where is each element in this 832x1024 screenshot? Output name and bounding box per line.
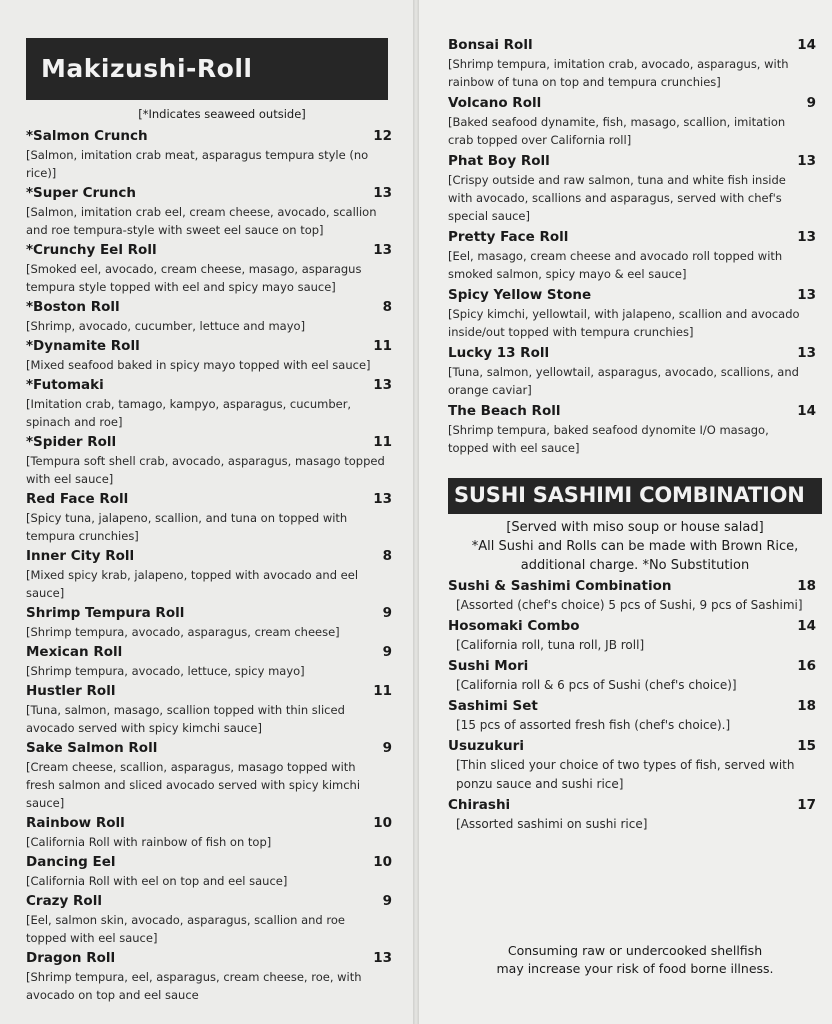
item-price: 14 bbox=[797, 618, 816, 634]
item-price: 13 bbox=[373, 491, 392, 507]
item-description: [Thin sliced your choice of two types of fish, served with ponzu sauce and sushi rice] bbox=[456, 758, 795, 791]
item-name: Shrimp Tempura Roll bbox=[26, 605, 185, 621]
combination-title: SUSHI SASHIMI COMBINATION bbox=[448, 478, 822, 514]
menu-item bbox=[26, 126, 392, 182]
item-description: [California roll, tuna roll, JB roll] bbox=[456, 638, 645, 652]
item-description: [California roll & 6 pcs of Sushi (chef's choice)] bbox=[456, 678, 737, 692]
item-name: Phat Boy Roll bbox=[448, 153, 550, 169]
item-price: 9 bbox=[806, 95, 816, 111]
item-price: 13 bbox=[797, 153, 816, 169]
makizushi-title: Makizushi-Roll bbox=[26, 38, 388, 100]
health-disclaimer bbox=[448, 942, 822, 978]
item-description: [Cream cheese, scallion, asparagus, masago topped with fresh salmon and sliced avocado served with spicy kimchi sauce] bbox=[26, 760, 361, 810]
item-description: [Shrimp tempura, eel, asparagus, cream cheese, roe, with avocado on top and eel sauce bbox=[26, 970, 362, 1002]
intro-line: additional charge. *No Substitution bbox=[520, 558, 750, 573]
menu-item bbox=[26, 603, 392, 641]
item-description: [California Roll with rainbow of fish on top] bbox=[26, 835, 272, 849]
item-description: [Shrimp tempura, imitation crab, avocado, asparagus, with rainbow of tuna on top and tempura crunchies] bbox=[448, 57, 789, 89]
combo-item bbox=[448, 795, 816, 834]
menu-item bbox=[448, 285, 816, 341]
item-description: [Spicy tuna, jalapeno, scallion, and tuna on topped with tempura crunchies] bbox=[26, 511, 348, 543]
item-description: [Tuna, salmon, yellowtail, asparagus, avocado, scallions, and orange caviar] bbox=[448, 365, 799, 397]
item-description: [Shrimp tempura, avocado, asparagus, cream cheese] bbox=[26, 625, 340, 639]
item-price: 16 bbox=[797, 658, 816, 674]
item-name: *Spider Roll bbox=[26, 434, 117, 450]
combination-list bbox=[448, 576, 816, 835]
item-name: Sashimi Set bbox=[448, 698, 538, 714]
item-name: Hustler Roll bbox=[26, 683, 116, 699]
item-description: [Shrimp tempura, baked seafood dynomite I/O masago, topped with eel sauce] bbox=[448, 423, 769, 455]
menu-item bbox=[448, 35, 816, 91]
menu-item bbox=[26, 183, 392, 239]
item-description: [Tuna, salmon, masago, scallion topped with thin sliced avocado served with spicy kimchi sauce] bbox=[26, 703, 345, 735]
menu-item bbox=[26, 642, 392, 680]
item-name: The Beach Roll bbox=[448, 403, 561, 419]
menu-item bbox=[26, 240, 392, 296]
item-description: [Salmon, imitation crab meat, asparagus tempura style (no rice)] bbox=[26, 148, 369, 180]
item-price: 11 bbox=[373, 434, 392, 450]
item-price: 14 bbox=[797, 403, 816, 419]
menu-item bbox=[26, 489, 392, 545]
item-name: Sake Salmon Roll bbox=[26, 740, 158, 756]
item-description: [Eel, masago, cream cheese and avocado roll topped with smoked salmon, spicy mayo & eel sauce] bbox=[448, 249, 783, 281]
item-name: Mexican Roll bbox=[26, 644, 123, 660]
item-name: Red Face Roll bbox=[26, 491, 129, 507]
item-price: 11 bbox=[373, 683, 392, 699]
item-description: [Assorted sashimi on sushi rice] bbox=[456, 817, 648, 831]
intro-line: *All Sushi and Rolls can be made with Brown Rice, bbox=[471, 539, 799, 554]
menu-item bbox=[26, 546, 392, 602]
item-price: 13 bbox=[373, 377, 392, 393]
item-price: 13 bbox=[373, 950, 392, 966]
item-name: Dragon Roll bbox=[26, 950, 116, 966]
item-price: 8 bbox=[382, 299, 392, 315]
item-name: Dancing Eel bbox=[26, 854, 116, 870]
item-price: 13 bbox=[797, 287, 816, 303]
item-description: [Assorted (chef's choice) 5 pcs of Sushi, 9 pcs of Sashimi] bbox=[456, 598, 803, 612]
menu-item bbox=[26, 297, 392, 335]
item-description: [California Roll with eel on top and eel sauce] bbox=[26, 874, 288, 888]
item-name: Bonsai Roll bbox=[448, 37, 533, 53]
item-name: Usuzukuri bbox=[448, 738, 524, 754]
item-description: [Shrimp tempura, avocado, lettuce, spicy mayo] bbox=[26, 664, 305, 678]
menu-item bbox=[448, 93, 816, 149]
item-name: *Boston Roll bbox=[26, 299, 120, 315]
item-name: Crazy Roll bbox=[26, 893, 102, 909]
item-description: [Mixed seafood baked in spicy mayo topped with eel sauce] bbox=[26, 358, 371, 372]
item-price: 10 bbox=[373, 854, 392, 870]
item-description: [Spicy kimchi, yellowtail, with jalapeno, scallion and avocado inside/out topped with tempura crunchies] bbox=[448, 307, 800, 339]
menu-item bbox=[26, 336, 392, 374]
item-description: [Eel, salmon skin, avocado, asparagus, scallion and roe topped with eel sauce] bbox=[26, 913, 345, 945]
menu-item bbox=[26, 432, 392, 488]
menu-item bbox=[26, 375, 392, 431]
intro-line: [Served with miso soup or house salad] bbox=[506, 520, 764, 535]
combo-item bbox=[448, 656, 816, 695]
item-price: 13 bbox=[373, 185, 392, 201]
item-price: 9 bbox=[382, 644, 392, 660]
item-description: [Tempura soft shell crab, avocado, asparagus, masago topped with eel sauce] bbox=[26, 454, 385, 486]
item-price: 9 bbox=[382, 605, 392, 621]
item-name: Inner City Roll bbox=[26, 548, 135, 564]
menu-item bbox=[26, 948, 392, 1004]
item-name: *Super Crunch bbox=[26, 185, 136, 201]
item-price: 18 bbox=[797, 578, 816, 594]
item-description: [Shrimp, avocado, cucumber, lettuce and mayo] bbox=[26, 319, 306, 333]
menu-item bbox=[448, 227, 816, 283]
disclaimer-line: Consuming raw or undercooked shellfish bbox=[507, 943, 763, 958]
item-description: [Crispy outside and raw salmon, tuna and white fish inside with avocado, scallions and asparagus, served with chef's special sauce] bbox=[448, 173, 786, 223]
item-description: [Baked seafood dynamite, fish, masago, scallion, imitation crab topped over California roll] bbox=[448, 115, 786, 147]
item-name: *Crunchy Eel Roll bbox=[26, 242, 157, 258]
menu-item bbox=[26, 813, 392, 851]
disclaimer-line: may increase your risk of food borne illness. bbox=[496, 961, 774, 976]
specialty-roll-list bbox=[448, 35, 816, 459]
item-name: Sushi Mori bbox=[448, 658, 529, 674]
combo-item bbox=[448, 616, 816, 655]
item-price: 13 bbox=[797, 345, 816, 361]
item-price: 12 bbox=[373, 128, 392, 144]
item-price: 9 bbox=[382, 740, 392, 756]
item-description: [Imitation crab, tamago, kampyo, asparagus, cucumber, spinach and roe] bbox=[26, 397, 352, 429]
item-description: [Salmon, imitation crab eel, cream cheese, avocado, scallion and roe tempura-style with sweet eel sauce on top] bbox=[26, 205, 377, 237]
item-price: 8 bbox=[382, 548, 392, 564]
item-price: 18 bbox=[797, 698, 816, 714]
item-name: Rainbow Roll bbox=[26, 815, 125, 831]
item-price: 17 bbox=[797, 797, 816, 813]
item-name: Pretty Face Roll bbox=[448, 229, 569, 245]
combo-item bbox=[448, 576, 816, 615]
item-name: Chirashi bbox=[448, 797, 511, 813]
menu-item bbox=[26, 681, 392, 737]
item-name: *Salmon Crunch bbox=[26, 128, 148, 144]
combo-item bbox=[448, 696, 816, 735]
item-name: Sushi & Sashimi Combination bbox=[448, 578, 672, 594]
menu-item bbox=[448, 343, 816, 399]
page-fold bbox=[413, 0, 419, 1024]
combo-item bbox=[448, 736, 816, 794]
menu-item bbox=[26, 891, 392, 947]
item-name: *Futomaki bbox=[26, 377, 104, 393]
makizushi-list bbox=[26, 126, 392, 1005]
combination-intro bbox=[448, 518, 822, 575]
item-name: Volcano Roll bbox=[448, 95, 542, 111]
menu-item bbox=[448, 151, 816, 225]
seaweed-note: [*Indicates seaweed outside] bbox=[138, 107, 306, 121]
item-name: Lucky 13 Roll bbox=[448, 345, 550, 361]
item-name: Spicy Yellow Stone bbox=[448, 287, 592, 303]
item-price: 14 bbox=[797, 37, 816, 53]
item-price: 11 bbox=[373, 338, 392, 354]
menu-item bbox=[448, 401, 816, 457]
item-description: [Smoked eel, avocado, cream cheese, masago, asparagus tempura style topped with eel and spicy mayo sauce] bbox=[26, 262, 362, 294]
item-price: 13 bbox=[797, 229, 816, 245]
item-description: [Mixed spicy krab, jalapeno, topped with avocado and eel sauce] bbox=[26, 568, 359, 600]
item-price: 9 bbox=[382, 893, 392, 909]
item-name: Hosomaki Combo bbox=[448, 618, 580, 634]
item-description: [15 pcs of assorted fresh fish (chef's choice).] bbox=[456, 718, 731, 732]
menu-item bbox=[26, 852, 392, 890]
item-price: 15 bbox=[797, 738, 816, 754]
menu-item bbox=[26, 738, 392, 812]
item-name: *Dynamite Roll bbox=[26, 338, 140, 354]
item-price: 10 bbox=[373, 815, 392, 831]
item-price: 13 bbox=[373, 242, 392, 258]
